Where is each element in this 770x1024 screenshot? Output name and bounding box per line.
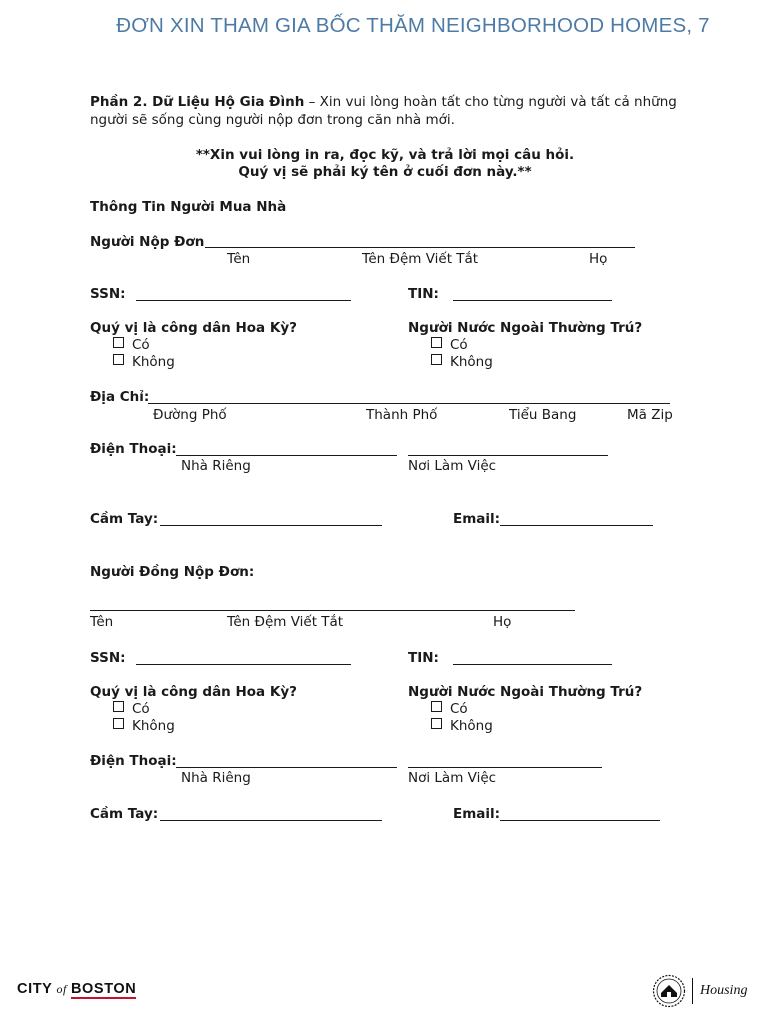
applicant-ssn-field[interactable] [136, 300, 351, 301]
option-label: Có [450, 337, 468, 353]
logo-of: of [56, 982, 67, 996]
applicant-resident-yes[interactable] [431, 337, 468, 353]
footer-divider [692, 978, 693, 1004]
co-ssn-label: SSN: [90, 650, 126, 666]
applicant-resident-question: Người Nước Ngoài Thường Trú? [408, 320, 643, 336]
address-field[interactable] [148, 403, 670, 404]
co-ssn-field[interactable] [136, 664, 351, 665]
co-citizen-question: Quý vị là công dân Hoa Kỳ? [90, 684, 297, 700]
city-of-boston-logo [17, 981, 136, 997]
option-label: Không [450, 718, 493, 734]
co-applicant-name-field[interactable] [90, 610, 575, 611]
instruction-line-2: Quý vị sẽ phải ký tên ở cuối đơn này.** [238, 164, 532, 180]
caption-work: Nơi Làm Việc [408, 458, 497, 474]
logo-city: CITY [17, 981, 53, 997]
option-label: Không [450, 354, 493, 370]
co-resident-question: Người Nước Ngoài Thường Trú? [408, 684, 643, 700]
address-label: Địa Chỉ: [90, 389, 150, 405]
applicant-tin-field[interactable] [453, 300, 612, 301]
applicant-citizen-question: Quý vị là công dân Hoa Kỳ? [90, 320, 297, 336]
instruction-line-1: **Xin vui lòng in ra, đọc kỹ, và trả lời mọi câu hỏi. [195, 147, 575, 163]
co-tin-label: TIN: [408, 650, 439, 666]
checkbox[interactable] [431, 337, 442, 348]
applicant-citizen-yes[interactable] [113, 337, 150, 353]
applicant-resident-no[interactable] [431, 354, 493, 370]
applicant-work-phone-field[interactable] [408, 455, 608, 456]
applicant-label: Người Nộp Đơn [90, 234, 205, 250]
option-label: Không [132, 354, 175, 370]
applicant-home-phone-field[interactable] [176, 455, 397, 456]
applicant-cell-label: Cầm Tay: [90, 511, 159, 527]
buyer-info-heading: Thông Tin Người Mua Nhà [90, 199, 287, 215]
co-tin-field[interactable] [453, 664, 612, 665]
housing-department-label: Housing [700, 983, 748, 998]
applicant-ssn-label: SSN: [90, 286, 126, 302]
caption-state: Tiểu Bang [509, 407, 577, 423]
caption-zip: Mã Zip [627, 407, 673, 423]
caption-street: Đường Phố [153, 407, 227, 423]
checkbox[interactable] [431, 354, 442, 365]
co-caption-work: Nơi Làm Việc [408, 770, 497, 786]
option-label: Có [132, 701, 150, 717]
checkbox[interactable] [113, 718, 124, 729]
checkbox[interactable] [113, 337, 124, 348]
co-phone-label: Điện Thoại: [90, 753, 177, 769]
co-caption-last-name: Họ [493, 614, 512, 630]
checkbox[interactable] [431, 718, 442, 729]
section-intro [90, 93, 690, 129]
co-citizen-no[interactable] [113, 718, 175, 734]
applicant-email-field[interactable] [500, 525, 653, 526]
co-caption-middle-initial: Tên Đệm Viết Tắt [227, 614, 344, 630]
co-email-label: Email: [453, 806, 501, 822]
caption-middle-initial: Tên Đệm Viết Tắt [362, 251, 479, 267]
applicant-name-field[interactable] [205, 247, 635, 248]
caption-first-name: Tên [227, 251, 251, 267]
co-cell-label: Cầm Tay: [90, 806, 159, 822]
applicant-cell-field[interactable] [160, 525, 382, 526]
co-caption-first-name: Tên [90, 614, 114, 630]
co-cell-field[interactable] [160, 820, 382, 821]
co-email-field[interactable] [500, 820, 660, 821]
caption-home: Nhà Riêng [181, 458, 251, 474]
co-work-phone-field[interactable] [408, 767, 602, 768]
checkbox[interactable] [113, 701, 124, 712]
caption-city: Thành Phố [366, 407, 438, 423]
applicant-phone-label: Điện Thoại: [90, 441, 177, 457]
option-label: Có [132, 337, 150, 353]
checkbox[interactable] [431, 701, 442, 712]
boston-seal-icon [652, 974, 686, 1008]
option-label: Có [450, 701, 468, 717]
applicant-email-label: Email: [453, 511, 501, 527]
section-description: – Xin vui lòng hoàn tất cho từng người và tất cả những người sẽ sống cùng người nộp đơn trong căn nhà mới. [90, 94, 677, 128]
co-resident-no[interactable] [431, 718, 493, 734]
applicant-citizen-no[interactable] [113, 354, 175, 370]
co-caption-home: Nhà Riêng [181, 770, 251, 786]
applicant-tin-label: TIN: [408, 286, 439, 302]
co-home-phone-field[interactable] [176, 767, 397, 768]
co-citizen-yes[interactable] [113, 701, 150, 717]
co-applicant-label: Người Đồng Nộp Đơn: [90, 564, 255, 580]
option-label: Không [132, 718, 175, 734]
logo-boston: BOSTON [70, 981, 137, 997]
page-title: ĐƠN XIN THAM GIA BỐC THĂM NEIGHBORHOOD HOMES, 7 [116, 14, 710, 37]
section-label: Phần 2. Dữ Liệu Hộ Gia Đình [90, 94, 305, 110]
caption-last-name: Họ [589, 251, 608, 267]
co-resident-yes[interactable] [431, 701, 468, 717]
checkbox[interactable] [113, 354, 124, 365]
